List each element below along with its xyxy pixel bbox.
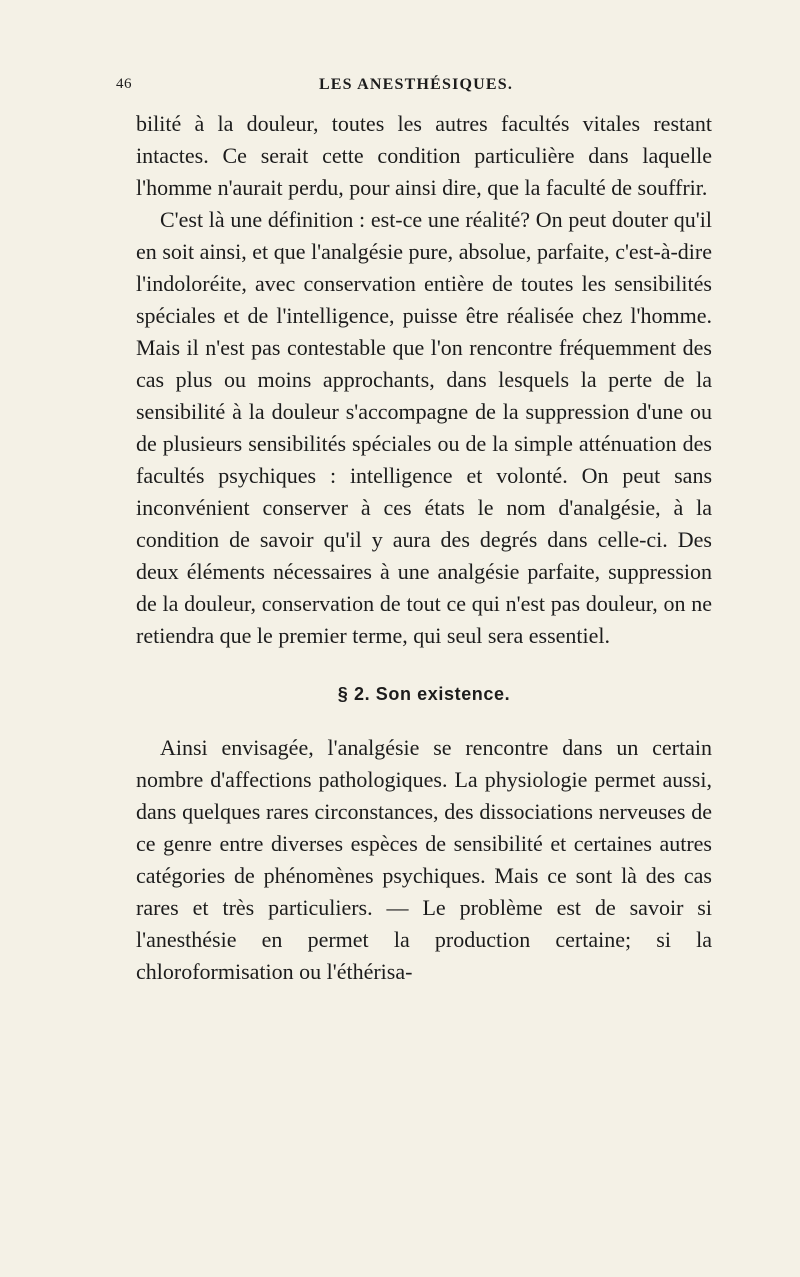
section-heading: § 2. Son existence. [337, 684, 511, 704]
running-head [116, 76, 716, 100]
page-number: 46 [116, 76, 132, 92]
paragraph-existence: Ainsi envisagée, l'analgésie se rencontre dans un certain nombre d'affections pathologiques. La physiologie permet aussi, dans quelques rares circonstances, des dissociations nerveuses de ce genre entre diverses espèces de sensibilité et certaines autres catégories de phénomènes psychiques. Mais ce sont là des cas rares et très particuliers. — Le problème est de savoir si l'anesthésie en permet la production certaine; si la chloroformisation ou l'éthérisa- [136, 735, 712, 984]
running-title: LES ANESTHÉSIQUES. [318, 76, 514, 93]
paragraph-definition: C'est là une définition : est-ce une réalité? On peut douter qu'il en soit ainsi, et que l'analgésie pure, absolue, parfaite, c'est-à-dire l'indoloréite, avec conservation entière de toutes les sensibilités spéciales et de l'intelligence, puisse être réalisée chez l'homme. Mais il n'est pas contestable que l'on rencontre fréquemment des cas plus ou moins approchants, dans lesquels la perte de la sensibilité à la douleur s'accompagne de la suppression d'une ou de plusieurs sensibilités spéciales ou de la simple atténuation des facultés psychiques : intelligence et volonté. On peut sans inconvénient conserver à ces états le nom d'analgésie, à la condition de savoir qu'il y aura des degrés dans celle-ci. Des deux éléments nécessaires à une analgésie parfaite, suppression de la douleur, conservation de tout ce qui n'est pas douleur, on ne retiendra que le premier terme, qui seul sera essentiel. [136, 207, 712, 648]
body-text [136, 108, 712, 988]
paragraph-continuation: bilité à la douleur, toutes les autres facultés vitales restant intactes. Ce serait cette condition particulière dans laquelle l'homme n'aurait perdu, pour ainsi dire, que la faculté de souffrir. [136, 111, 712, 200]
